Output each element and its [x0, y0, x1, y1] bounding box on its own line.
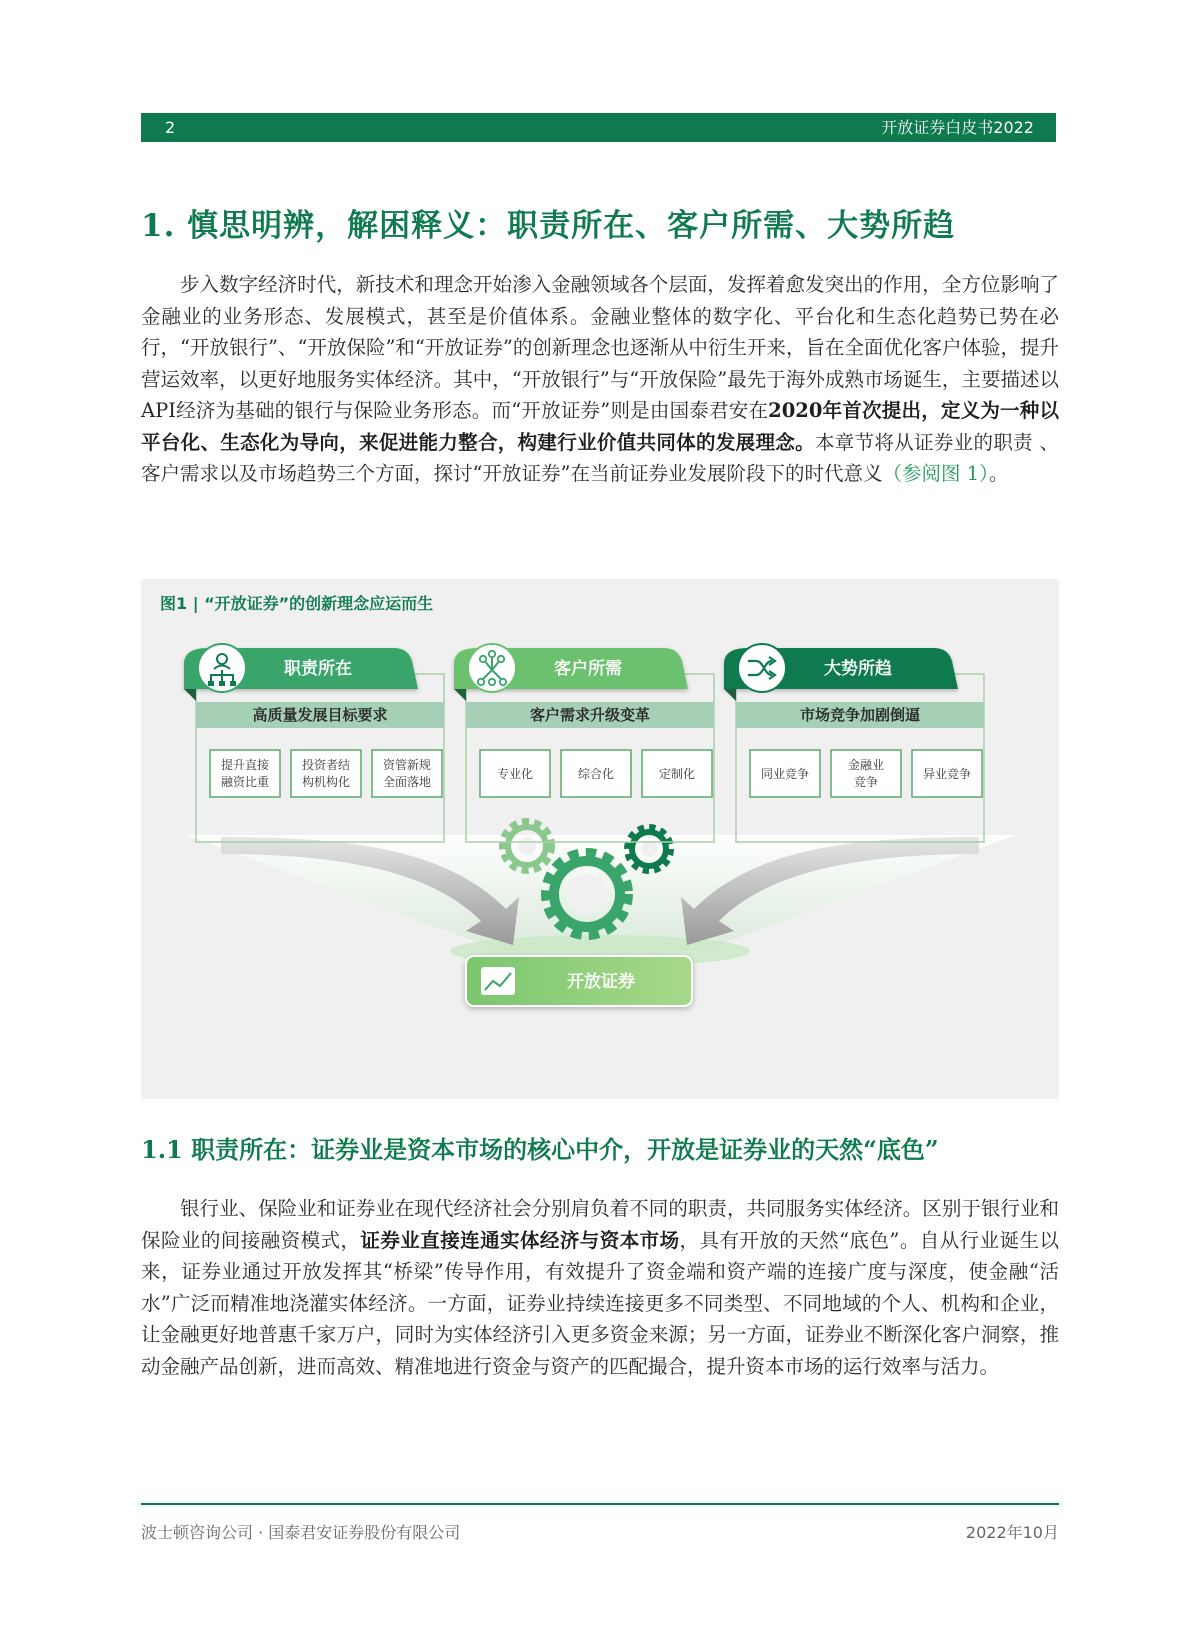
intro-text-end: 。	[988, 462, 1009, 485]
pillar-title: 大势所趋	[824, 659, 892, 679]
document-title: 开放证券白皮书2022	[881, 118, 1034, 137]
tab-fold	[454, 689, 466, 701]
icon-badge	[738, 644, 786, 692]
pillar-column	[454, 644, 714, 842]
subsection-title: 1.1 职责所在：证券业是资本市场的核心中介，开放是证券业的天然“底色”	[141, 1135, 939, 1164]
pillar-column	[184, 644, 444, 842]
pillar-subtitle: 高质量发展目标要求	[252, 706, 388, 724]
body-text-bold: 证券业直接连通实体经济与资本市场	[360, 1228, 680, 1252]
chart-image-icon	[481, 967, 515, 995]
pillar-item-label: 异业竞争	[922, 767, 972, 781]
pillar-title: 职责所在	[284, 659, 352, 679]
result-label: 开放证券	[567, 972, 635, 992]
intro-paragraph	[141, 269, 1059, 490]
footer-date: 2022年10月	[965, 1523, 1059, 1542]
gear-icon	[628, 828, 670, 870]
pillar-item-label: 融资比重	[220, 775, 270, 789]
section-title: 1. 慎思明辨，解困释义：职责所在、客户所需、大势所趋	[141, 208, 956, 244]
pillar-item-label: 全面落地	[382, 775, 432, 789]
intro-text-b: 本章节将从证券业的职责 、客户需求以及市场趋势三个方面，探讨“开放证券”在当前证券业发展阶段下的时代意义	[141, 430, 1059, 485]
pillar-title: 客户所需	[554, 659, 622, 679]
pillar-item-label: 提升直接	[220, 758, 270, 772]
page-number: 2	[165, 118, 176, 137]
pillar-item-label: 专业化	[496, 767, 534, 781]
pillar-item-label: 构机构化	[301, 775, 351, 789]
pillar-subtitle: 客户需求升级变革	[529, 706, 651, 724]
pillar-item-label: 定制化	[658, 767, 696, 781]
header-bar	[141, 113, 1056, 142]
figure-caption: 图1 | “开放证券”的创新理念应运而生	[160, 594, 434, 613]
pillar-column	[724, 644, 984, 842]
figure-1	[141, 579, 1059, 1099]
body-text-a: 银行业、保险业和证券业在现代经济社会分别肩负着不同的职责，共同服务实体经济。区别于银行业和保险业的间接融资模式，	[141, 1197, 1059, 1252]
pillar-item-label: 投资者结	[301, 758, 351, 772]
body-text-b: ，具有开放的天然“底色”。自从行业诞生以来，证券业通过开放发挥其“桥梁”传导作用，有效提升了资金端和资产端的连接广度与深度，使金融“活水”广泛而精准地浇灌实体经济。一方面，证券业持续连接更多不同类型、不同地域的个人、机构和企业，让金融更好地普惠千家万户，同时为实体经济引入更多资金来源；另一方面，证券业不断深化客户洞察，推动金融产品创新，进而高效、精准地进行资金与资产的匹配撮合，提升资本市场的运行效率与活力。	[141, 1228, 1059, 1378]
pillar-item-label: 同业竞争	[760, 767, 810, 781]
intro-text-a: 步入数字经济时代，新技术和理念开始渗入金融领域各个层面，发挥着愈发突出的作用，全方位影响了金融业的业务形态、发展模式，甚至是价值体系。金融业整体的数字化、平台化和生态化趋势已势在必行，“开放银行”、“开放保险”和“开放证券”的创新理念也逐渐从中衍生开来，旨在全面优化客户体验，提升营运效率，以更好地服务实体经济。其中，“开放银行”与“开放保险”最先于海外成熟市场诞生，主要描述以API经济为基础的银行与保险业务形态。而“开放证券”则是由国泰君安在	[141, 273, 1059, 422]
pillar-columns	[184, 644, 984, 842]
pillar-item-label: 竞争	[853, 775, 879, 789]
footer-divider	[141, 1503, 1059, 1505]
footer-companies: 波士顿咨询公司 · 国泰君安证券股份有限公司	[141, 1523, 461, 1542]
tab-fold	[724, 689, 736, 701]
intro-text-bold: 2020年首次提出，定义为一种以平台化、生态化为导向，来促进能力整合，构建行业价值共同体的发展理念。	[141, 399, 1059, 454]
pillar-item-label: 资管新规	[382, 758, 432, 772]
figure-diagram	[141, 579, 1059, 1099]
pillar-item-label: 综合化	[577, 767, 615, 781]
result-box	[466, 956, 692, 1006]
body-paragraph	[141, 1193, 1059, 1382]
pillar-subtitle: 市场竞争加剧倒逼	[799, 706, 921, 724]
figure-reference-link[interactable]: （参阅图 1）	[882, 462, 989, 485]
tab-fold	[184, 689, 196, 701]
pillar-item-label: 金融业	[847, 758, 885, 772]
